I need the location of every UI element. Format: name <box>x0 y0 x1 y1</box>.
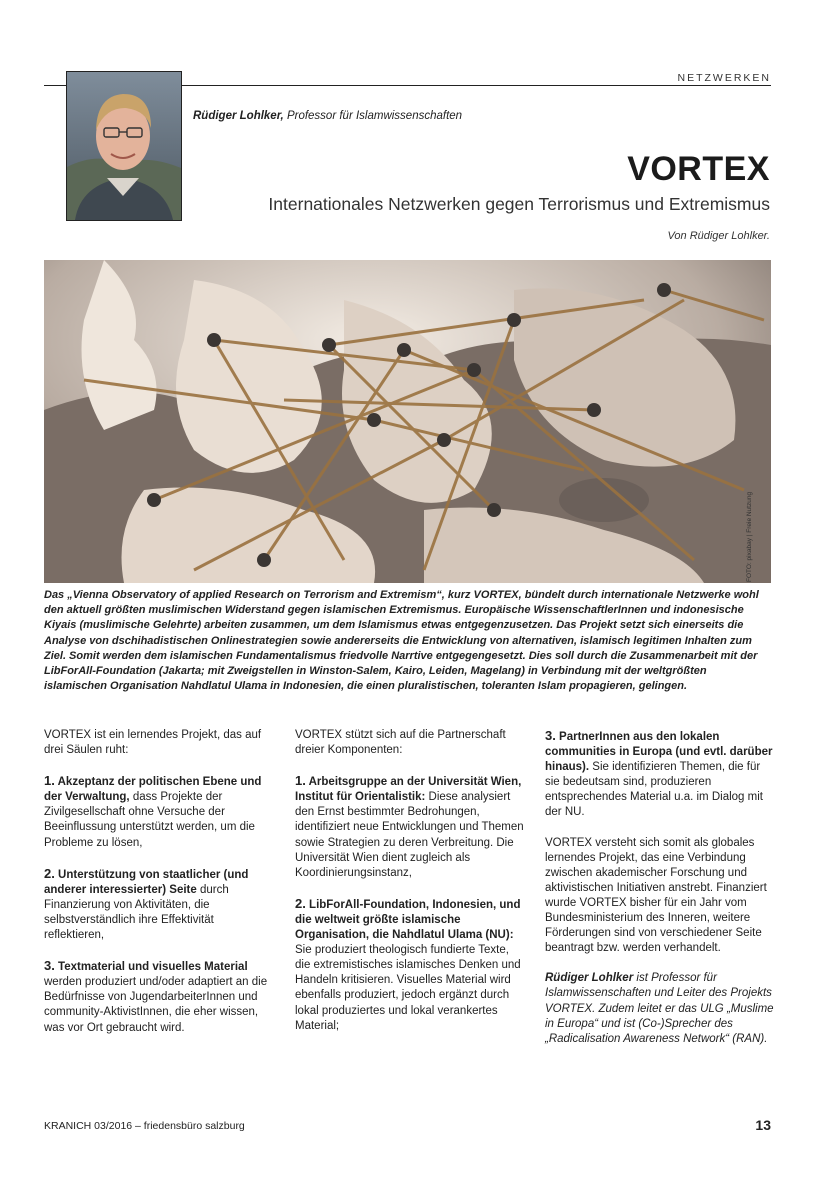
photo-credit: FOTO: pixabay | Freie Nutzung <box>746 491 753 582</box>
item-body: werden produziert und/oder adaptiert an die Bedürfnisse von JugendarbeiterInnen und community-AktivistInnen, die eher wissen, was vor Ort gebraucht wird. <box>44 976 268 1034</box>
article-headline: VORTEX <box>627 150 770 188</box>
item-body: Diese analysiert den Ernst bestimmter Bedrohungen, identifiziert neue Entwicklungen und Themen sowie Strategien zu deren Verbreitung. Die Universität Wien dient zugleich als Koordinierungsinstanz, <box>295 791 524 879</box>
item-number: 2. <box>44 865 55 881</box>
item-number: 1. <box>295 773 306 789</box>
col3-paragraph: VORTEX versteht sich somit als globales lernendes Projekt, das eine Verbindung zwischen akademischer Forschung und aktivistischen Initiativen anstrebt. Finanziert wurde VORTEX bisher für ein Jahr vom Bundesministerium des Inneren, weitere Förderungen sind von verschiedener Seite beantragt bzw. werden verhandelt. <box>545 836 767 955</box>
item-body: Sie produziert theologisch fundierte Texte, die extremistisches islamisches Denken und Handeln kritisieren. Visuelles Material wird ebenfalls produziert, jedoch ergänzt durch lokal produziertes und lokal verankertes Material; <box>295 944 521 1032</box>
item-number: 1. <box>44 773 55 789</box>
col2-intro: VORTEX stützt sich auf die Partnerschaft dreier Komponenten: <box>295 729 506 757</box>
col1-intro: VORTEX ist ein lernendes Projekt, das auf drei Säulen ruht: <box>44 729 262 757</box>
item-body: Sie identifizieren Themen, die für sie bedeutsam sind, produzieren entsprechendes Material u.a. im Dialog mit der NU. <box>545 761 763 819</box>
item-body: durch Finanzierung von Aktivitäten, die selbstverständlich ihre Effektivität reflektieren, <box>44 883 229 942</box>
item-heading: LibForAll-Foundation, Indonesien, und die weltweit größte islamische Organisation, die Nahdlatul Ulama (NU): <box>295 898 521 942</box>
lead-paragraph: Das „Vienna Observatory of applied Research on Terrorism and Extremism“, kurz VORTEX, bündelt durch internationale Netzwerke wohl den aktuell größten muslimischen Widerstand gegen islamischen Extremismus. Europäische WissenschaftlerInnen und indonesische Kiyais (muslimische Gelehrte) arbeiten zusammen, um dem Islamismus etwas entgegenzusetzen. Das Projekt setzt sich einerseits die Analyse von dschihadistischen Onlinestrategien sowie andererseits die Entwicklung von alternativen, islamisch legitimen Inhalten zum Ziel. Somit werden dem islamischen Fundamentalismus friedvolle Narrtive entgegengesetzt. Dies soll durch die Zusammenarbeit mit der LibForAll-Foundation (Jakarta; mit Zweigstellen in Winston-Salem, Kairo, Leiden, Magelang) in Verbindung mit der weltgrößten islamischen Organisation Nahdlatul Ulama in Indonesien, die einen pluralistischen, toleranten Islam propagieren, gelingen. <box>44 589 759 693</box>
bio-name: Rüdiger Lohlker <box>545 972 634 985</box>
item-number: 3. <box>44 958 55 974</box>
col2-item-2 <box>295 896 525 1034</box>
article-subheadline: Internationales Netzwerken gegen Terrorismus und Extremismus <box>268 194 770 214</box>
col1-item-3 <box>44 958 274 1035</box>
item-heading: Unterstützung von staatlicher (und anderer interessierter) Seite <box>44 868 249 896</box>
author-portrait <box>66 71 182 221</box>
author-role: Professor für Islamwissenschaften <box>283 110 463 122</box>
author-name: Rüdiger Lohlker, <box>193 110 284 122</box>
column-1 <box>44 728 274 1051</box>
author-bio <box>545 971 775 1046</box>
item-number: 3. <box>545 728 556 743</box>
item-heading: Akzeptanz der politischen Ebene und der Verwaltung, <box>44 776 262 804</box>
col1-item-1 <box>44 773 274 850</box>
footer-publication: KRANICH 03/2016 – friedensbüro salzburg <box>44 1120 245 1132</box>
section-label: NETZWERKEN <box>677 72 771 84</box>
column-2 <box>295 728 525 1049</box>
item-body: dass Projekte der Zivilgesellschaft ohne Versuche der Beeinflussung unterstützt werden, um die Probleme zu lösen, <box>44 791 255 849</box>
item-heading: Textmaterial und visuelles Material <box>54 961 248 974</box>
col1-item-2 <box>44 866 274 943</box>
item-heading: Arbeitsgruppe an der Universität Wien, Institut für Orientalistik: <box>295 776 522 804</box>
col3-item-3 <box>545 728 775 821</box>
item-number: 2. <box>295 895 306 911</box>
article-byline: Von Rüdiger Lohlker. <box>667 230 770 242</box>
map-photo <box>44 260 771 583</box>
page-number: 13 <box>755 1117 771 1133</box>
bio-text: ist Professor für Islamwissenschaften und Leiter des Projekts VORTEX. Zudem leitet er das ULG „Muslime in Europa“ und ist (Co-)Sprecher des „Radicalisation Awareness Network“ (RAN). <box>545 972 774 1045</box>
col2-item-1 <box>295 773 525 881</box>
item-heading: PartnerInnen aus den lokalen communities in Europa (und evtl. darüber hinaus). <box>545 731 773 774</box>
column-3 <box>545 728 775 1062</box>
author-line <box>193 110 462 122</box>
